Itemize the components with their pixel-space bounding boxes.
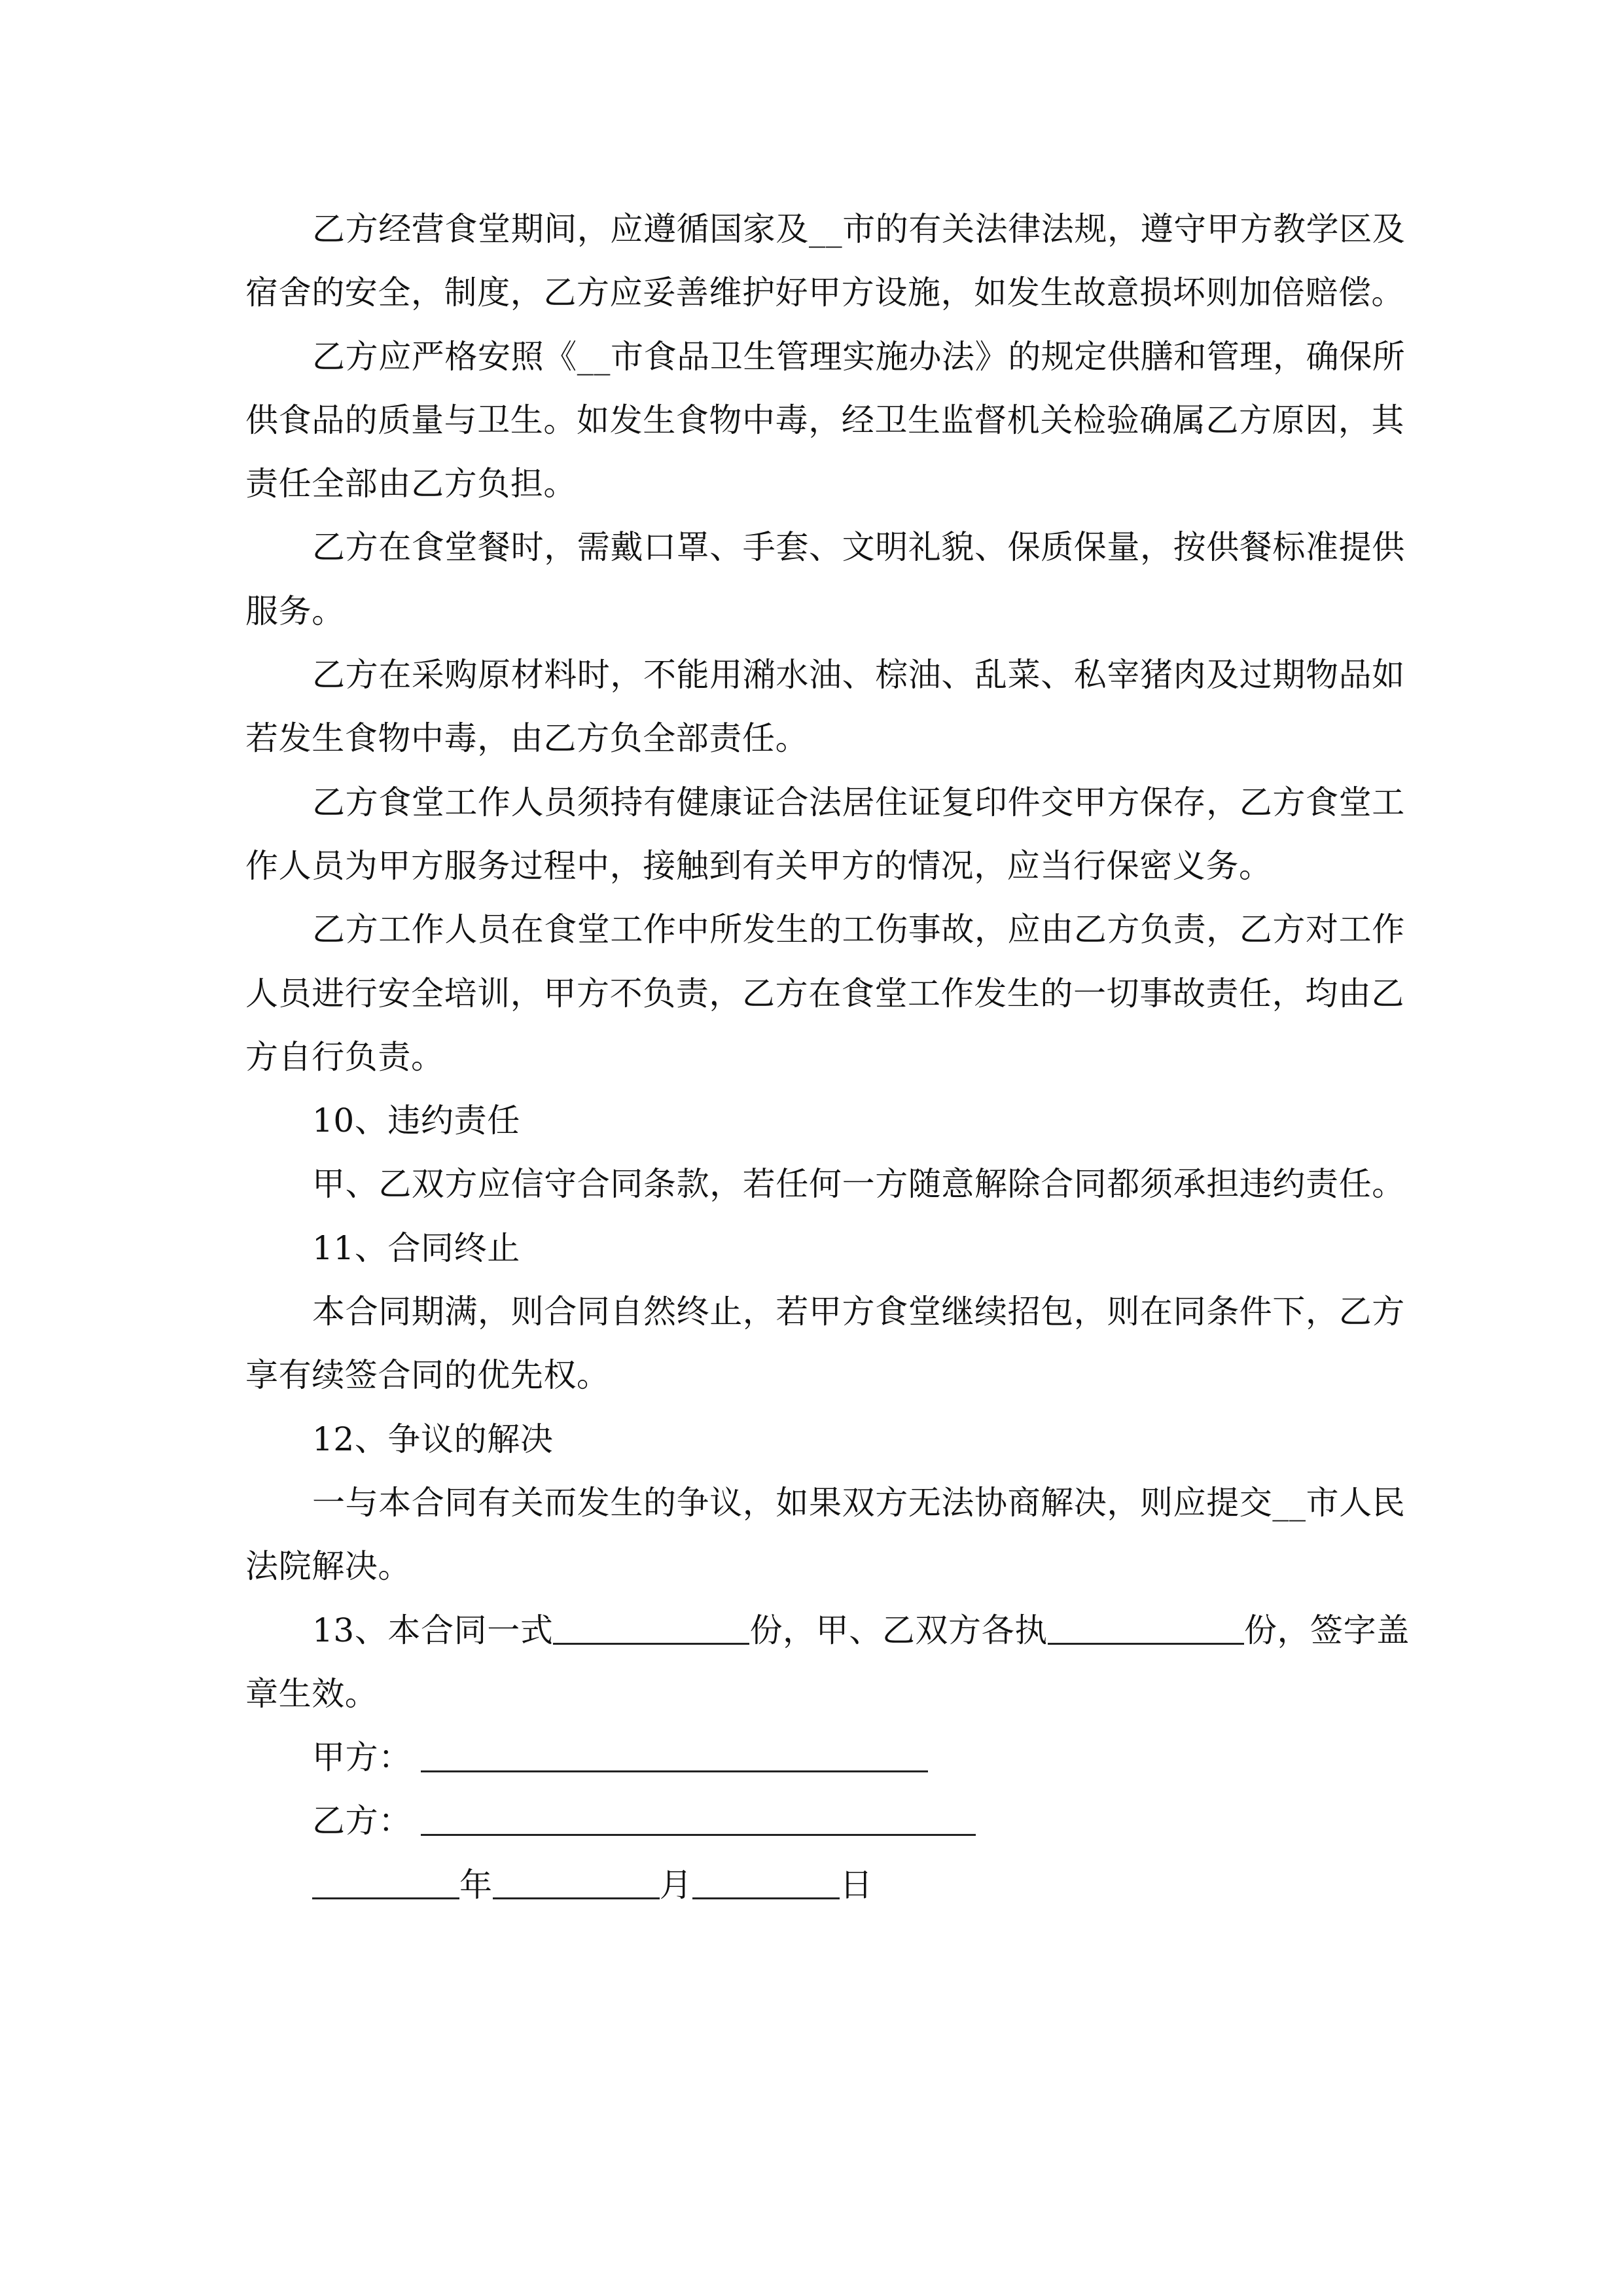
paragraph-line: 若发生食物中毒，由乙方负全部责任。 xyxy=(245,719,809,758)
clause-13 xyxy=(245,1599,1410,1662)
paragraph-line: 乙方在食堂餐时，需戴口罩、手套、文明礼貌、保质保量，按供餐标准提供 xyxy=(312,528,1405,567)
clause-13-text: 份，签字盖 xyxy=(1243,1611,1410,1649)
paragraph-line: 享有续签合同的优先权。 xyxy=(245,1356,610,1395)
party-a-signature xyxy=(245,1726,1382,1789)
paragraph-line: 人员进行安全培训，甲方不负责，乙方在食堂工作发生的一切事故责任，均由乙 xyxy=(245,974,1404,1013)
party-b-signature xyxy=(245,1789,1382,1853)
section-heading-breach: 10、违约责任 xyxy=(312,1102,520,1140)
day-label: 日 xyxy=(840,1865,873,1904)
day-blank[interactable] xyxy=(692,1891,840,1899)
section-heading-termination: 11、合同终止 xyxy=(312,1229,520,1267)
paragraph-line: 服务。 xyxy=(245,592,345,630)
paragraph-line: 一与本合同有关而发生的争议，如果双方无法协商解决，则应提交__市人民 xyxy=(312,1483,1406,1522)
month-blank[interactable] xyxy=(493,1891,660,1899)
month-label: 月 xyxy=(659,1865,693,1904)
year-blank[interactable] xyxy=(312,1891,459,1899)
paragraph-line: 责任全部由乙方负担。 xyxy=(245,465,577,503)
paragraph-line: 法院解决。 xyxy=(245,1547,411,1586)
year-label: 年 xyxy=(459,1865,493,1904)
paragraph-line: 方自行负责。 xyxy=(245,1037,444,1076)
paragraph-line: 乙方在采购原材料时，不能用潲水油、棕油、乱菜、私宰猪肉及过期物品如 xyxy=(312,656,1405,694)
section-heading-dispute: 12、争议的解决 xyxy=(312,1420,554,1458)
paragraph-line: 本合同期满，则合同自然终止，若甲方食堂继续招包，则在同条件下，乙方 xyxy=(312,1293,1405,1331)
clause-13-text: 份，甲、乙双方各执 xyxy=(749,1611,1048,1649)
paragraph-line: 作人员为甲方服务过程中，接触到有关甲方的情况，应当行保密义务。 xyxy=(245,846,1272,885)
paragraph-line: 乙方经营食堂期间，应遵循国家及__市的有关法律法规，遵守甲方教学区及 xyxy=(312,210,1406,248)
clause-13-text: 13、本合同一式 xyxy=(312,1611,554,1649)
contract-page xyxy=(245,198,1410,1917)
date-line xyxy=(245,1854,1382,1917)
paragraph-line: 乙方工作人员在食堂工作中所发生的工伤事故，应由乙方负责，乙方对工作 xyxy=(312,910,1405,949)
copies-each-blank[interactable] xyxy=(1048,1636,1244,1645)
party-a-signature-blank[interactable] xyxy=(421,1764,928,1772)
copies-total-blank[interactable] xyxy=(553,1636,749,1645)
paragraph-line: 宿舍的安全，制度，乙方应妥善维护好甲方设施，如发生故意损坏则加倍赔偿。 xyxy=(245,274,1404,312)
paragraph-line: 章生效。 xyxy=(245,1674,378,1713)
party-a-label: 甲方： xyxy=(312,1738,412,1777)
paragraph-line: 供食品的质量与卫生。如发生食物中毒，经卫生监督机关检验确属乙方原因，其 xyxy=(245,401,1404,439)
paragraph-line: 乙方应严格安照《__市食品卫生管理实施办法》的规定供膳和管理，确保所 xyxy=(312,337,1406,376)
party-b-signature-blank[interactable] xyxy=(421,1827,976,1836)
paragraph-line: 乙方食堂工作人员须持有健康证合法居住证复印件交甲方保存，乙方食堂工 xyxy=(312,783,1405,821)
party-b-label: 乙方： xyxy=(312,1802,412,1840)
paragraph-line: 甲、乙双方应信守合同条款，若任何一方随意解除合同都须承担违约责任。 xyxy=(312,1165,1405,1204)
